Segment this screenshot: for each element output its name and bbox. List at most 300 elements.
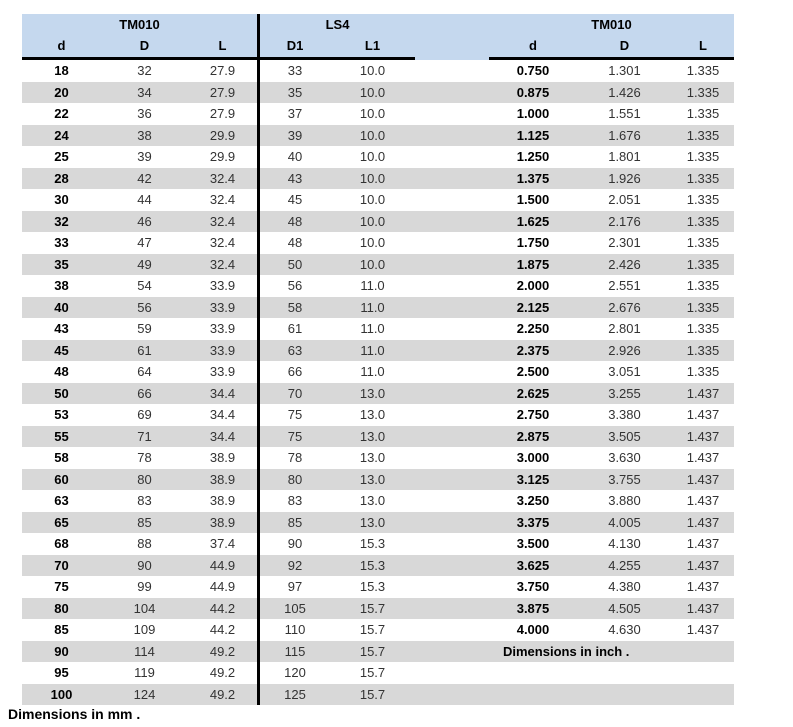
cell-L-inch: 1.335	[686, 127, 720, 143]
cell-L-inch: 1.335	[686, 342, 720, 358]
cell-L-mm: 33.9	[209, 278, 236, 293]
cell-d-mm: 80	[54, 600, 69, 616]
cell-L-mm: 33.9	[209, 364, 236, 379]
cell-L-inch: 1.335	[686, 170, 720, 186]
cell-D-inch: 1.301	[608, 63, 641, 78]
cell-D-inch: 3.505	[608, 428, 641, 444]
row-gap	[415, 383, 489, 405]
cell-d-inch: 2.750	[516, 407, 550, 422]
row-gap	[415, 533, 489, 555]
cell-D1: 80	[287, 471, 303, 487]
col-header-D1: D1	[286, 38, 304, 53]
row-gap	[415, 684, 489, 706]
cell-D-mm: 49	[137, 256, 152, 272]
cell-L1: 11.0	[360, 299, 385, 315]
cell-D-mm: 78	[137, 450, 152, 465]
cell-L-inch: 1.437	[686, 471, 720, 487]
cell-L1: 15.7	[359, 600, 386, 616]
cell-L-inch: 1.335	[686, 84, 720, 100]
cell-L1: 13.0	[359, 450, 386, 465]
cell-D-inch: 3.051	[608, 364, 641, 379]
cell-d-mm: 18	[54, 63, 69, 78]
cell-D-inch: 1.676	[608, 127, 641, 143]
cell-D-mm: 42	[137, 170, 152, 186]
row-gap	[415, 146, 489, 168]
cell-D-mm: 46	[137, 213, 152, 229]
cell-L-inch: 1.335	[686, 278, 720, 293]
table-column-header-row	[22, 35, 734, 57]
cell-d-inch: 0.750	[516, 63, 550, 78]
table-group-header-row	[22, 14, 734, 35]
cell-L1: 10.0	[359, 84, 386, 100]
cell-L-mm: 29.9	[209, 149, 236, 164]
table-row	[22, 275, 734, 297]
cell-d-mm: 38	[54, 278, 69, 293]
cell-d-mm: 45	[54, 342, 69, 358]
cell-D1: 75	[287, 407, 303, 422]
table-row	[22, 297, 734, 319]
table-row	[22, 447, 734, 469]
cell-d-inch: 1.250	[516, 149, 550, 164]
row-gap	[415, 426, 489, 448]
cell-D-inch: 4.255	[608, 557, 641, 573]
cell-d-mm: 53	[54, 407, 69, 422]
cell-D1: 45	[287, 192, 303, 207]
table-row	[22, 576, 734, 598]
row-gap	[415, 168, 489, 190]
cell-d-mm: 95	[54, 665, 69, 680]
cell-L-mm: 34.4	[209, 428, 236, 444]
table-row	[22, 404, 734, 426]
group-header-ls4: LS4	[325, 17, 350, 32]
cell-d-mm: 24	[54, 127, 69, 143]
cell-D-inch: 4.630	[608, 622, 641, 637]
cell-D-mm: 90	[137, 557, 152, 573]
cell-D-mm: 44	[137, 192, 152, 207]
cell-d-mm: 90	[54, 643, 69, 659]
cell-L1: 15.3	[359, 557, 386, 573]
footnote-inch: Dimensions in inch .	[503, 643, 630, 659]
cell-L-inch: 1.437	[686, 450, 720, 465]
cell-L-inch: 1.437	[686, 536, 720, 551]
cell-d-inch: 2.500	[516, 364, 550, 379]
table-row	[22, 426, 734, 448]
cell-d-mm: 63	[54, 493, 69, 508]
cell-L-mm: 27.9	[209, 106, 236, 121]
cell-D1: 78	[287, 450, 303, 465]
row-gap	[415, 232, 489, 254]
cell-d-inch: 2.125	[516, 299, 550, 315]
col-header-L1: L1	[364, 38, 381, 53]
row-gap	[415, 490, 489, 512]
cell-d-inch: 2.000	[516, 278, 550, 293]
cell-D1: 85	[287, 514, 303, 530]
table-row	[22, 641, 734, 663]
row-gap	[415, 469, 489, 491]
cell-d-inch: 2.625	[516, 385, 550, 401]
cell-L-inch: 1.335	[686, 321, 720, 336]
cell-D-inch: 2.176	[608, 213, 641, 229]
cell-d-inch: 1.500	[516, 192, 550, 207]
cell-d-mm: 22	[54, 106, 69, 121]
cell-D-mm: 71	[137, 428, 152, 444]
col-header-D-inch: D	[619, 38, 630, 53]
cell-L1: 13.0	[359, 514, 386, 530]
cell-L-inch: 1.335	[686, 235, 720, 250]
table-row	[22, 555, 734, 577]
cell-L-mm: 32.4	[209, 256, 236, 272]
cell-D-mm: 38	[137, 127, 152, 143]
cell-d-inch: 3.375	[516, 514, 550, 530]
cell-L-mm: 44.2	[209, 622, 236, 637]
cell-D1: 97	[287, 579, 303, 594]
cell-L-inch: 1.437	[686, 600, 720, 616]
cell-d-mm: 58	[54, 450, 69, 465]
cell-L1: 11.0	[360, 364, 385, 379]
cell-D1: 50	[287, 256, 303, 272]
cell-L-inch: 1.437	[686, 557, 720, 573]
cell-D-inch: 4.505	[608, 600, 641, 616]
cell-d-inch: 1.625	[516, 213, 550, 229]
cell-L-inch: 1.437	[686, 407, 720, 422]
cell-d-inch: 3.875	[516, 600, 550, 616]
cell-D-inch: 3.880	[608, 493, 641, 508]
cell-D-mm: 39	[137, 149, 152, 164]
cell-D-inch: 2.801	[608, 321, 641, 336]
col-header-d-mm: d	[57, 38, 66, 53]
cell-D-inch: 1.926	[608, 170, 641, 186]
cell-D-mm: 34	[137, 84, 152, 100]
cell-D-mm: 36	[137, 106, 152, 121]
cell-d-inch: 1.125	[516, 127, 550, 143]
cell-D-mm: 114	[134, 643, 155, 659]
row-gap	[415, 297, 489, 319]
cell-d-mm: 50	[54, 385, 69, 401]
cell-L1: 15.7	[359, 686, 386, 702]
cell-D-mm: 83	[137, 493, 152, 508]
table-row	[22, 168, 734, 190]
cell-D-mm: 85	[137, 514, 152, 530]
cell-d-inch: 3.500	[516, 536, 550, 551]
cell-D-inch: 4.130	[608, 536, 641, 551]
empty-cells	[489, 662, 734, 684]
cell-L1: 15.7	[359, 665, 386, 680]
cell-L-mm: 49.2	[209, 686, 236, 702]
cell-D-mm: 32	[137, 63, 152, 78]
cell-D-inch: 1.801	[608, 149, 641, 164]
cell-L-mm: 33.9	[209, 321, 236, 336]
cell-d-mm: 68	[54, 536, 69, 551]
cell-d-inch: 0.875	[516, 84, 550, 100]
cell-D-mm: 54	[137, 278, 152, 293]
cell-L1: 10.0	[359, 127, 386, 143]
col-header-L-mm: L	[218, 38, 227, 53]
cell-d-mm: 43	[54, 321, 69, 336]
cell-d-mm: 100	[50, 686, 73, 702]
cell-d-inch: 2.875	[516, 428, 550, 444]
cell-D-mm: 61	[137, 342, 152, 358]
cell-L-mm: 32.4	[209, 213, 236, 229]
cell-L1: 13.0	[359, 428, 386, 444]
cell-D1: 125	[284, 686, 306, 702]
table-row	[22, 211, 734, 233]
cell-D-mm: 69	[137, 407, 152, 422]
cell-D-inch: 2.926	[608, 342, 641, 358]
cell-D1: 61	[287, 321, 303, 336]
cell-L-inch: 1.437	[686, 493, 720, 508]
cell-D1: 115	[284, 643, 306, 659]
cell-L-mm: 32.4	[209, 170, 236, 186]
cell-D-mm: 47	[137, 235, 152, 250]
cell-d-inch: 1.375	[516, 170, 550, 186]
cell-L-mm: 29.9	[209, 127, 236, 143]
cell-L-inch: 1.437	[686, 385, 720, 401]
cell-L-mm: 44.9	[209, 557, 236, 573]
table-row	[22, 254, 734, 276]
cell-d-inch: 1.000	[516, 106, 550, 121]
cell-D-mm: 56	[137, 299, 152, 315]
cell-L-mm: 38.9	[209, 493, 236, 508]
cell-D-mm: 124	[133, 686, 156, 702]
cell-D1: 70	[287, 385, 303, 401]
table-row	[22, 684, 734, 706]
cell-D-mm: 80	[137, 471, 152, 487]
cell-L1: 10.0	[359, 192, 386, 207]
cell-D-mm: 66	[137, 385, 152, 401]
cell-D1: 39	[287, 127, 303, 143]
cell-D-inch: 3.255	[608, 385, 641, 401]
dimensions-table	[22, 14, 734, 705]
row-gap	[415, 361, 489, 383]
cell-L-mm: 34.4	[209, 385, 236, 401]
table-row	[22, 619, 734, 641]
cell-L1: 10.0	[359, 149, 386, 164]
col-header-d-inch: d	[529, 38, 537, 53]
row-gap	[415, 447, 489, 469]
cell-D-inch: 1.426	[608, 84, 641, 100]
table-body	[22, 60, 734, 705]
cell-L-inch: 1.335	[686, 364, 720, 379]
table-row	[22, 82, 734, 104]
cell-d-inch: 3.000	[516, 450, 550, 465]
cell-D-inch: 2.426	[608, 256, 641, 272]
cell-L-mm: 32.4	[209, 192, 236, 207]
cell-L-inch: 1.335	[686, 256, 720, 272]
group-header-tm010-mm: TM010	[119, 17, 160, 32]
table-row	[22, 490, 734, 512]
cell-L1: 10.0	[359, 235, 386, 250]
cell-D1: 63	[287, 342, 303, 358]
cell-D1: 110	[284, 622, 306, 637]
cell-d-mm: 40	[54, 299, 69, 315]
cell-L-mm: 27.9	[209, 84, 236, 100]
table-row	[22, 146, 734, 168]
cell-L1: 13.0	[359, 407, 386, 422]
table-row	[22, 340, 734, 362]
table-row	[22, 361, 734, 383]
cell-D1: 33	[287, 63, 303, 78]
group-header-tm010-inch: TM010	[591, 17, 632, 32]
cell-L-mm: 44.9	[209, 579, 236, 594]
row-gap	[415, 318, 489, 340]
cell-L-inch: 1.437	[686, 428, 720, 444]
table-row	[22, 662, 734, 684]
cell-d-mm: 55	[54, 428, 69, 444]
cell-L-mm: 44.2	[209, 600, 236, 616]
cell-d-mm: 30	[54, 192, 69, 207]
row-gap	[415, 340, 489, 362]
cell-D1: 75	[287, 428, 303, 444]
cell-L-mm: 49.2	[209, 643, 236, 659]
cell-D1: 83	[287, 493, 303, 508]
cell-D1: 35	[287, 84, 303, 100]
row-gap	[415, 275, 489, 297]
cell-D1: 58	[287, 299, 303, 315]
table-row	[22, 232, 734, 254]
cell-d-mm: 60	[54, 471, 69, 487]
cell-d-inch: 3.125	[516, 471, 550, 487]
cell-L-mm: 38.9	[209, 514, 236, 530]
cell-D1: 40	[287, 149, 303, 164]
cell-L-inch: 1.437	[686, 622, 720, 637]
cell-L-mm: 34.4	[209, 407, 236, 422]
cell-L1: 11.0	[360, 342, 385, 358]
row-gap	[415, 60, 489, 82]
cell-L1: 15.7	[359, 622, 386, 637]
cell-d-mm: 70	[54, 557, 69, 573]
col-header-D-mm: D	[139, 38, 150, 53]
cell-d-mm: 65	[54, 514, 69, 530]
cell-d-inch: 2.250	[516, 321, 550, 336]
cell-L-inch: 1.437	[686, 514, 720, 530]
cell-L-mm: 37.4	[209, 536, 236, 551]
cell-d-mm: 25	[54, 149, 69, 164]
row-gap	[415, 82, 489, 104]
cell-L-inch: 1.335	[686, 213, 720, 229]
cell-D1: 105	[284, 600, 306, 616]
cell-L1: 15.7	[359, 643, 386, 659]
cell-D1: 48	[287, 235, 303, 250]
cell-D1: 92	[287, 557, 303, 573]
cell-D-inch: 2.301	[608, 235, 641, 250]
table-row	[22, 60, 734, 82]
row-gap	[415, 125, 489, 147]
footnote-mm: Dimensions in mm .	[8, 706, 141, 722]
cell-D1: 43	[287, 170, 303, 186]
cell-L-inch: 1.335	[686, 63, 720, 78]
cell-D-inch: 3.630	[608, 450, 641, 465]
cell-D-mm: 64	[137, 364, 152, 379]
cell-D1: 66	[287, 364, 303, 379]
cell-D1: 37	[287, 106, 303, 121]
header-gap	[415, 14, 489, 35]
cell-d-mm: 33	[54, 235, 69, 250]
cell-d-inch: 1.750	[516, 235, 550, 250]
cell-D-mm: 104	[133, 600, 156, 616]
cell-L-mm: 38.9	[209, 450, 236, 465]
row-gap	[415, 512, 489, 534]
cell-d-mm: 20	[54, 84, 69, 100]
cell-L-mm: 33.9	[209, 299, 236, 315]
cell-D-inch: 1.551	[608, 106, 641, 121]
cell-D-mm: 99	[137, 579, 152, 594]
cell-D-mm: 88	[137, 536, 152, 551]
cell-D-inch: 4.380	[608, 579, 641, 594]
table-row	[22, 383, 734, 405]
col-header-L-inch: L	[699, 38, 707, 53]
cell-D-mm: 109	[133, 622, 156, 637]
cell-d-mm: 75	[54, 579, 69, 594]
cell-d-inch: 1.875	[516, 256, 550, 272]
cell-d-mm: 48	[54, 364, 69, 379]
row-gap	[415, 662, 489, 684]
cell-D-inch: 2.551	[608, 278, 641, 293]
cell-d-mm: 35	[54, 256, 69, 272]
cell-L1: 10.0	[359, 170, 386, 186]
cell-d-mm: 32	[54, 213, 69, 229]
cell-d-inch: 2.375	[516, 342, 550, 358]
table-row	[22, 598, 734, 620]
row-gap	[415, 404, 489, 426]
cell-d-inch: 4.000	[516, 622, 550, 637]
cell-D1: 56	[287, 278, 303, 293]
row-gap	[415, 103, 489, 125]
cell-L-mm: 27.9	[209, 63, 236, 78]
cell-L-inch: 1.335	[686, 106, 720, 121]
cell-L1: 11.0	[360, 278, 385, 293]
cell-L1: 13.0	[359, 493, 386, 508]
cell-d-mm: 85	[54, 622, 69, 637]
cell-d-mm: 28	[54, 170, 69, 186]
cell-D-inch: 2.676	[608, 299, 641, 315]
header-gap	[415, 35, 489, 57]
table-row	[22, 512, 734, 534]
cell-L1: 15.3	[359, 579, 386, 594]
cell-d-inch: 3.250	[516, 493, 550, 508]
table-row	[22, 533, 734, 555]
cell-L-mm: 32.4	[209, 235, 236, 250]
cell-L-inch: 1.335	[686, 149, 720, 164]
cell-L-inch: 1.437	[686, 579, 720, 594]
row-gap	[415, 598, 489, 620]
cell-L1: 13.0	[359, 385, 386, 401]
cell-L1: 10.0	[359, 106, 386, 121]
cell-L-mm: 38.9	[209, 471, 236, 487]
cell-L1: 10.0	[359, 63, 386, 78]
table-row	[22, 469, 734, 491]
row-gap	[415, 211, 489, 233]
table-row	[22, 103, 734, 125]
cell-D1: 120	[284, 665, 306, 680]
cell-D-inch: 3.755	[608, 471, 641, 487]
table-row	[22, 125, 734, 147]
table-row	[22, 318, 734, 340]
cell-D1: 48	[287, 213, 303, 229]
cell-D-inch: 2.051	[608, 192, 641, 207]
cell-L1: 10.0	[359, 213, 386, 229]
row-gap	[415, 189, 489, 211]
row-gap	[415, 619, 489, 641]
cell-L1: 15.3	[359, 536, 386, 551]
cell-D-inch: 3.380	[608, 407, 641, 422]
cell-L-inch: 1.335	[686, 192, 720, 207]
row-gap	[415, 254, 489, 276]
cell-L1: 13.0	[359, 471, 386, 487]
row-gap	[415, 576, 489, 598]
empty-cells	[489, 684, 734, 706]
cell-D1: 90	[287, 536, 303, 551]
cell-D-inch: 4.005	[608, 514, 641, 530]
